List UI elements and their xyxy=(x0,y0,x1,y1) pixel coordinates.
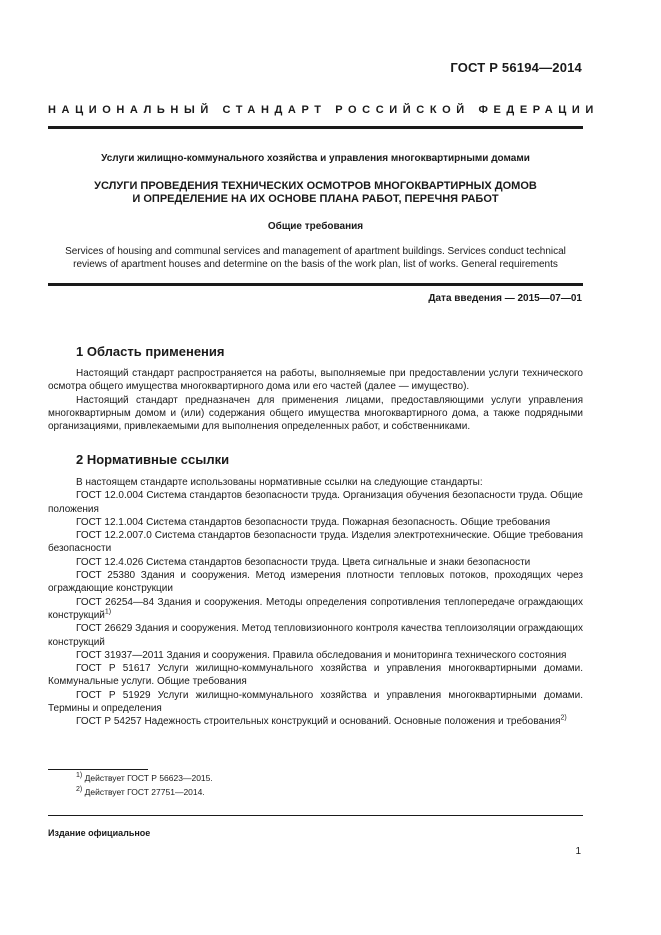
reference-item: ГОСТ Р 51617 Услуги жилищно-коммунального хозяйства и управления многоквартирными домами. Коммунальные услуги. Общие требования xyxy=(48,663,583,688)
subtitle-ru: Услуги жилищно-коммунального хозяйства и управления многоквартирными домами xyxy=(101,153,530,164)
reference-item: ГОСТ 12.0.004 Система стандартов безопасности труда. Организация обучения безопасности труда. Общие положения xyxy=(48,490,583,515)
footnote-separator xyxy=(48,769,148,770)
header-rule xyxy=(48,126,583,129)
title-en-line-1: Services of housing and communal services and management of apartment buildings. Services conduct technical xyxy=(65,246,566,257)
reference-item: ГОСТ 25380 Здания и сооружения. Метод измерения плотности тепловых потоков, проходящих через ограждающие конструкции xyxy=(48,570,583,595)
reference-item: ГОСТ 26629 Здания и сооружения. Метод тепловизионного контроля качества теплоизоляции ограждающих конструкций xyxy=(48,623,583,648)
paragraph: Настоящий стандарт предназначен для применения лицами, предоставляющими услуги управления многоквартирным домом и (или) содержания общего имущества многоквартирного дома, а также подрядными организациями, привлекаемыми для выполнения определенных работ, и собственниками. xyxy=(48,394,583,433)
paragraph: Настоящий стандарт распространяется на работы, выполняемые при предоставлении услуги технического осмотра общего имущества многоквартирного дома или его частей (далее — имущество). xyxy=(48,368,583,393)
official-edition-label: Издание официальное xyxy=(48,828,151,838)
national-standard-banner: НАЦИОНАЛЬНЫЙ СТАНДАРТ РОССИЙСКОЙ ФЕДЕРАЦИИ xyxy=(48,104,599,116)
reference-item: ГОСТ 12.2.007.0 Система стандартов безопасности труда. Изделия электротехнические. Общие требования безопасности xyxy=(48,530,583,555)
section-1-heading: 1 Область применения xyxy=(76,344,225,359)
reference-item: ГОСТ 12.1.004 Система стандартов безопасности труда. Пожарная безопасность. Общие требования xyxy=(76,516,551,528)
footer-rule xyxy=(48,815,583,816)
reference-item: ГОСТ 26254—84 Здания и сооружения. Методы определения сопротивления теплопередаче ограждающих конструкций$^{1)}$ xyxy=(48,596,583,621)
title-ru-line-2: И ОПРЕДЕЛЕНИЕ НА ИХ ОСНОВЕ ПЛАНА РАБОТ, ПЕРЕЧНЯ РАБОТ xyxy=(132,193,499,205)
section-2-body xyxy=(48,476,583,729)
reference-item: ГОСТ 12.4.026 Система стандартов безопасности труда. Цвета сигнальные и знаки безопасности xyxy=(76,556,531,568)
title-ru-line-1: УСЛУГИ ПРОВЕДЕНИЯ ТЕХНИЧЕСКИХ ОСМОТРОВ МНОГОКВАРТИРНЫХ ДОМОВ xyxy=(94,180,537,192)
footnote-2: $^{2)}$ Действует ГОСТ 27751—2014. xyxy=(76,786,205,797)
section-2-heading: 2 Нормативные ссылки xyxy=(76,452,230,467)
title-ru xyxy=(48,180,583,206)
paragraph: В настоящем стандарте использованы нормативные ссылки на следующие стандарты: xyxy=(76,477,483,488)
title-en-line-2: reviews of apartment houses and determine on the basis of the work plan, list of works. General requirements xyxy=(73,259,558,270)
reference-item: ГОСТ 31937—2011 Здания и сооружения. Правила обследования и мониторинга технического состояния xyxy=(76,649,567,661)
document-code: ГОСТ Р 56194—2014 xyxy=(450,60,582,75)
general-requirements-label: Общие требования xyxy=(267,221,364,232)
page-number: 1 xyxy=(575,846,581,857)
introduction-date: Дата введения — 2015—07—01 xyxy=(428,293,582,304)
footnote-ref-2: 2) xyxy=(560,715,567,723)
title-en xyxy=(48,245,583,271)
reference-item: ГОСТ Р 54257 Надежность строительных конструкций и оснований. Основные положения и требования$^{2)}$ xyxy=(76,715,567,728)
section-1-body xyxy=(48,367,583,433)
footnote-1: $^{1)}$ Действует ГОСТ Р 56623—2015. xyxy=(76,772,213,783)
reference-item: ГОСТ Р 51929 Услуги жилищно-коммунального хозяйства и управления многоквартирными домами. Термины и определения xyxy=(48,689,583,715)
footnote-ref-1: 1) xyxy=(104,608,112,616)
title-block-rule xyxy=(48,283,583,286)
